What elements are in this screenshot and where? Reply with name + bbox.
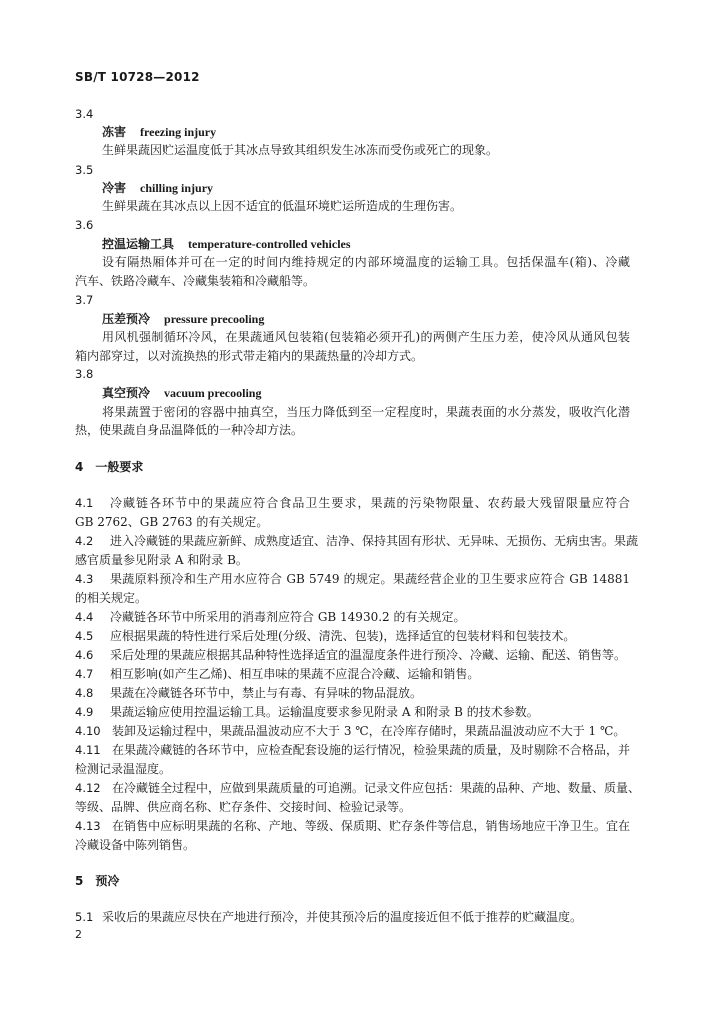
standard-code-header: SB/T 10728—2012 xyxy=(75,70,200,84)
clause-text: 冷藏链各环节中所采用的消毒剂应符合 GB 14930.2 的有关规定。 xyxy=(110,610,466,624)
term-definition: 用风机强制循环冷风，在果蔬通风包装箱(包装箱必须开孔)的两侧产生压力差，使冷风从通风包装 xyxy=(102,330,630,344)
term-title xyxy=(102,236,351,252)
term-zh: 冻害 xyxy=(102,125,127,139)
term-number: 3.4 xyxy=(75,107,94,121)
clause-text: 进入冷藏链的果蔬应新鲜、成熟度适宜、洁净、保持其固有形状、无异味、无损伤、无病虫害。果蔬 xyxy=(110,534,639,548)
term-title xyxy=(102,180,213,196)
term-definition: 将果蔬置于密闭的容器中抽真空，当压力降低到至一定程度时，果蔬表面的水分蒸发，吸收汽化潜 xyxy=(102,405,630,419)
clause-number: 4.11 xyxy=(75,743,101,757)
clause-number: 4.2 xyxy=(75,534,94,548)
clause-number: 4.4 xyxy=(75,610,94,624)
clause-number: 4.5 xyxy=(75,629,94,643)
term-en: temperature-controlled vehicles xyxy=(188,237,351,251)
clause-number: 4.3 xyxy=(75,572,94,586)
clause-number: 4.6 xyxy=(75,648,94,662)
term-en: pressure precooling xyxy=(164,312,265,326)
term-en: freezing injury xyxy=(140,125,217,139)
clause-text: 的相关规定。 xyxy=(75,591,148,605)
clause-number: 5.1 xyxy=(75,910,94,924)
clause-text: 检测记录温湿度。 xyxy=(75,762,172,776)
clause-text: 果蔬原料预冷和生产用水应符合 GB 5749 的规定。果蔬经营企业的卫生要求应符合 GB 14881 xyxy=(110,572,630,586)
clause-number: 4.1 xyxy=(75,496,94,510)
term-definition: 热，使果蔬自身品温降低的一种冷却方法。 xyxy=(75,423,304,437)
term-en: vacuum precooling xyxy=(164,386,262,400)
clause-number: 4.8 xyxy=(75,686,94,700)
term-zh: 压差预冷 xyxy=(102,312,151,326)
clause-text: 应根据果蔬的特性进行采后处理(分级、清洗、包装)，选择适宜的包装材料和包装技术。 xyxy=(110,629,576,643)
term-title xyxy=(102,385,261,401)
clause-text: 冷藏设备中陈列销售。 xyxy=(75,838,196,852)
term-definition: 生鲜果蔬在其冰点以上因不适宜的低温环境贮运所造成的生理伤害。 xyxy=(102,199,463,213)
clause-text: GB 2762、GB 2763 的有关规定。 xyxy=(75,515,269,529)
term-number: 3.8 xyxy=(75,367,94,381)
page-number: 2 xyxy=(75,928,82,941)
clause-text: 装卸及运输过程中，果蔬品温波动应不大于 3 ℃，在冷库存储时，果蔬品温波动应不大于 1 ℃。 xyxy=(112,724,626,738)
term-title xyxy=(102,311,264,327)
term-zh: 控温运输工具 xyxy=(102,237,175,251)
clause-text: 在销售中应标明果蔬的名称、产地、等级、保质期、贮存条件等信息，销售场地应干净卫生。宜在 xyxy=(112,819,630,833)
term-zh: 真空预冷 xyxy=(102,386,151,400)
clause-text: 果蔬在冷藏链各环节中，禁止与有毒、有异味的物品混放。 xyxy=(110,686,423,700)
section-4-heading: 4 一般要求 xyxy=(75,460,144,474)
term-title xyxy=(102,124,216,140)
term-en: chilling injury xyxy=(140,181,214,195)
clause-text: 冷藏链各环节中的果蔬应符合食品卫生要求，果蔬的污染物限量、农药最大残留限量应符合 xyxy=(110,496,630,510)
clause-text: 相互影响(如产生乙烯)、相互串味的果蔬不应混合冷藏、运输和销售。 xyxy=(110,667,480,681)
clause-text: 感官质量参见附录 A 和附录 B。 xyxy=(75,553,248,567)
clause-text: 在果蔬冷藏链的各环节中，应检查配套设施的运行情况，检验果蔬的质量，及时剔除不合格品，并 xyxy=(112,743,630,757)
clause-number: 4.12 xyxy=(75,781,101,795)
clause-number: 4.10 xyxy=(75,724,101,738)
term-definition: 箱内部穿过，以对流换热的形式带走箱内的果蔬热量的冷却方式。 xyxy=(75,349,424,363)
term-definition: 汽车、铁路冷藏车、冷藏集装箱和冷藏船等。 xyxy=(75,274,316,288)
term-definition: 设有隔热厢体并可在一定的时间内维持规定的内部环境温度的运输工具。包括保温车(箱)、冷藏 xyxy=(102,255,630,269)
term-definition: 生鲜果蔬因贮运温度低于其冰点导致其组织发生冰冻而受伤或死亡的现象。 xyxy=(102,143,499,157)
term-number: 3.5 xyxy=(75,163,94,177)
clause-number: 4.13 xyxy=(75,819,101,833)
clause-number: 4.7 xyxy=(75,667,94,681)
clause-text: 采收后的果蔬应尽快在产地进行预冷，并使其预冷后的温度接近但不低于推荐的贮藏温度。 xyxy=(102,910,583,924)
clause-text: 等级、品牌、供应商名称、贮存条件、交接时间、检验记录等。 xyxy=(75,800,412,814)
section-5-heading: 5 预冷 xyxy=(75,874,120,888)
term-number: 3.7 xyxy=(75,293,94,307)
clause-number: 4.9 xyxy=(75,705,94,719)
clause-text: 在冷藏链全过程中，应做到果蔬质量的可追溯。记录文件应包括：果蔬的品种、产地、数量、质量、 xyxy=(112,781,641,795)
clause-text: 采后处理的果蔬应根据其品种特性选择适宜的温湿度条件进行预冷、冷藏、运输、配送、销售等。 xyxy=(110,648,627,662)
term-number: 3.6 xyxy=(75,218,94,232)
term-zh: 冷害 xyxy=(102,181,127,195)
clause-text: 果蔬运输应使用控温运输工具。运输温度要求参见附录 A 和附录 B 的技术参数。 xyxy=(110,705,539,719)
